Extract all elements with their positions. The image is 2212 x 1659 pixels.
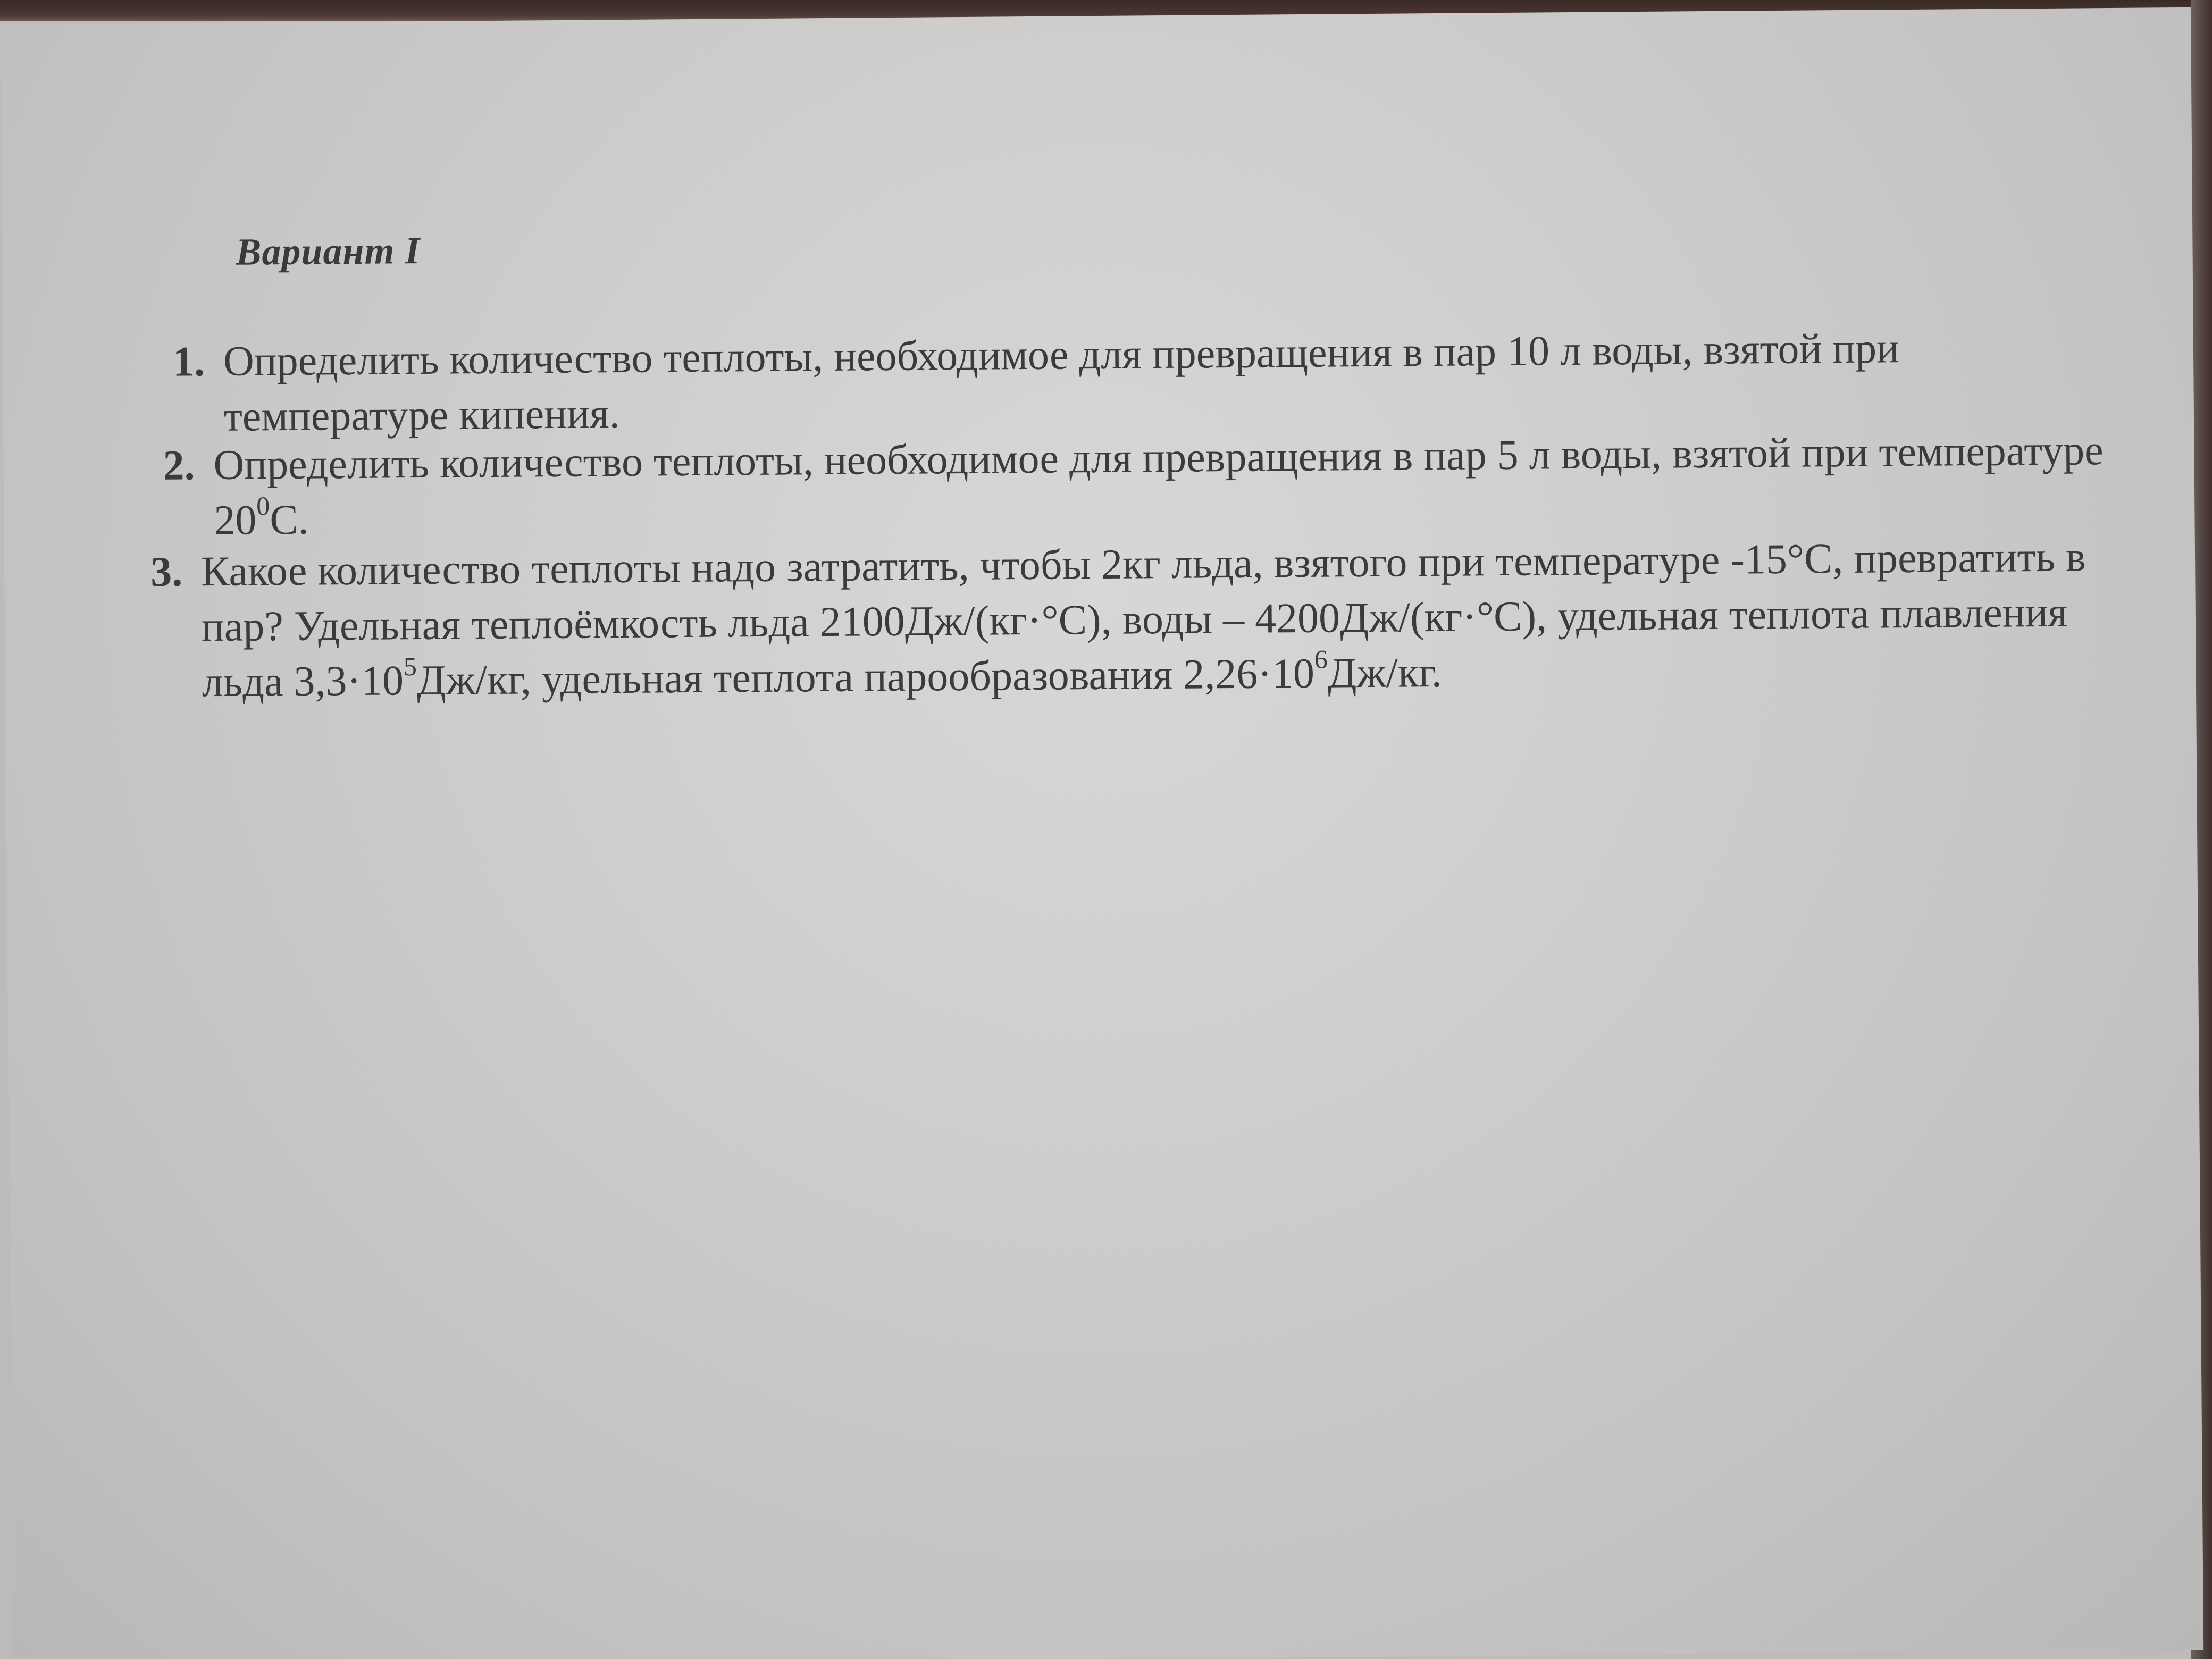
task-text	[213, 423, 2118, 548]
superscript: 6	[1314, 644, 1328, 675]
variant-title: Вариант I	[236, 229, 421, 273]
task-text-part: Дж/кг, удельная теплота парообразования 2,26·10	[416, 650, 1315, 705]
task-number: 2.	[163, 442, 195, 489]
task-text	[201, 529, 2127, 710]
task-text-part: Дж/кг.	[1327, 649, 1443, 697]
task-text-part: С.	[270, 496, 309, 544]
task-text: Определить количество теплоты, необходимое для превращения в пар 10 л воды, взятой при температуре кипения.	[223, 325, 1900, 440]
task-item-1	[136, 319, 2103, 440]
task-number: 3.	[150, 548, 183, 596]
task-text-part: Какое количество теплоты надо затратить, чтобы 2кг льда, взятого при температуре -15°С, превратить в пар? Удельная теплоёмкость льда 2100Дж/(кг·°С), воды – 4200Дж/(кг·°С), удельная теплота плавления льда 3,3·10	[200, 533, 2087, 706]
superscript: 5	[403, 651, 417, 682]
task-number: 1.	[172, 338, 205, 386]
task-text-part: Определить количество теплоты, необходимое для превращения в пар 5 л воды, взятой при температуре 20	[213, 427, 2104, 544]
paper-sheet	[0, 7, 2203, 1659]
superscript: 0	[256, 491, 270, 521]
